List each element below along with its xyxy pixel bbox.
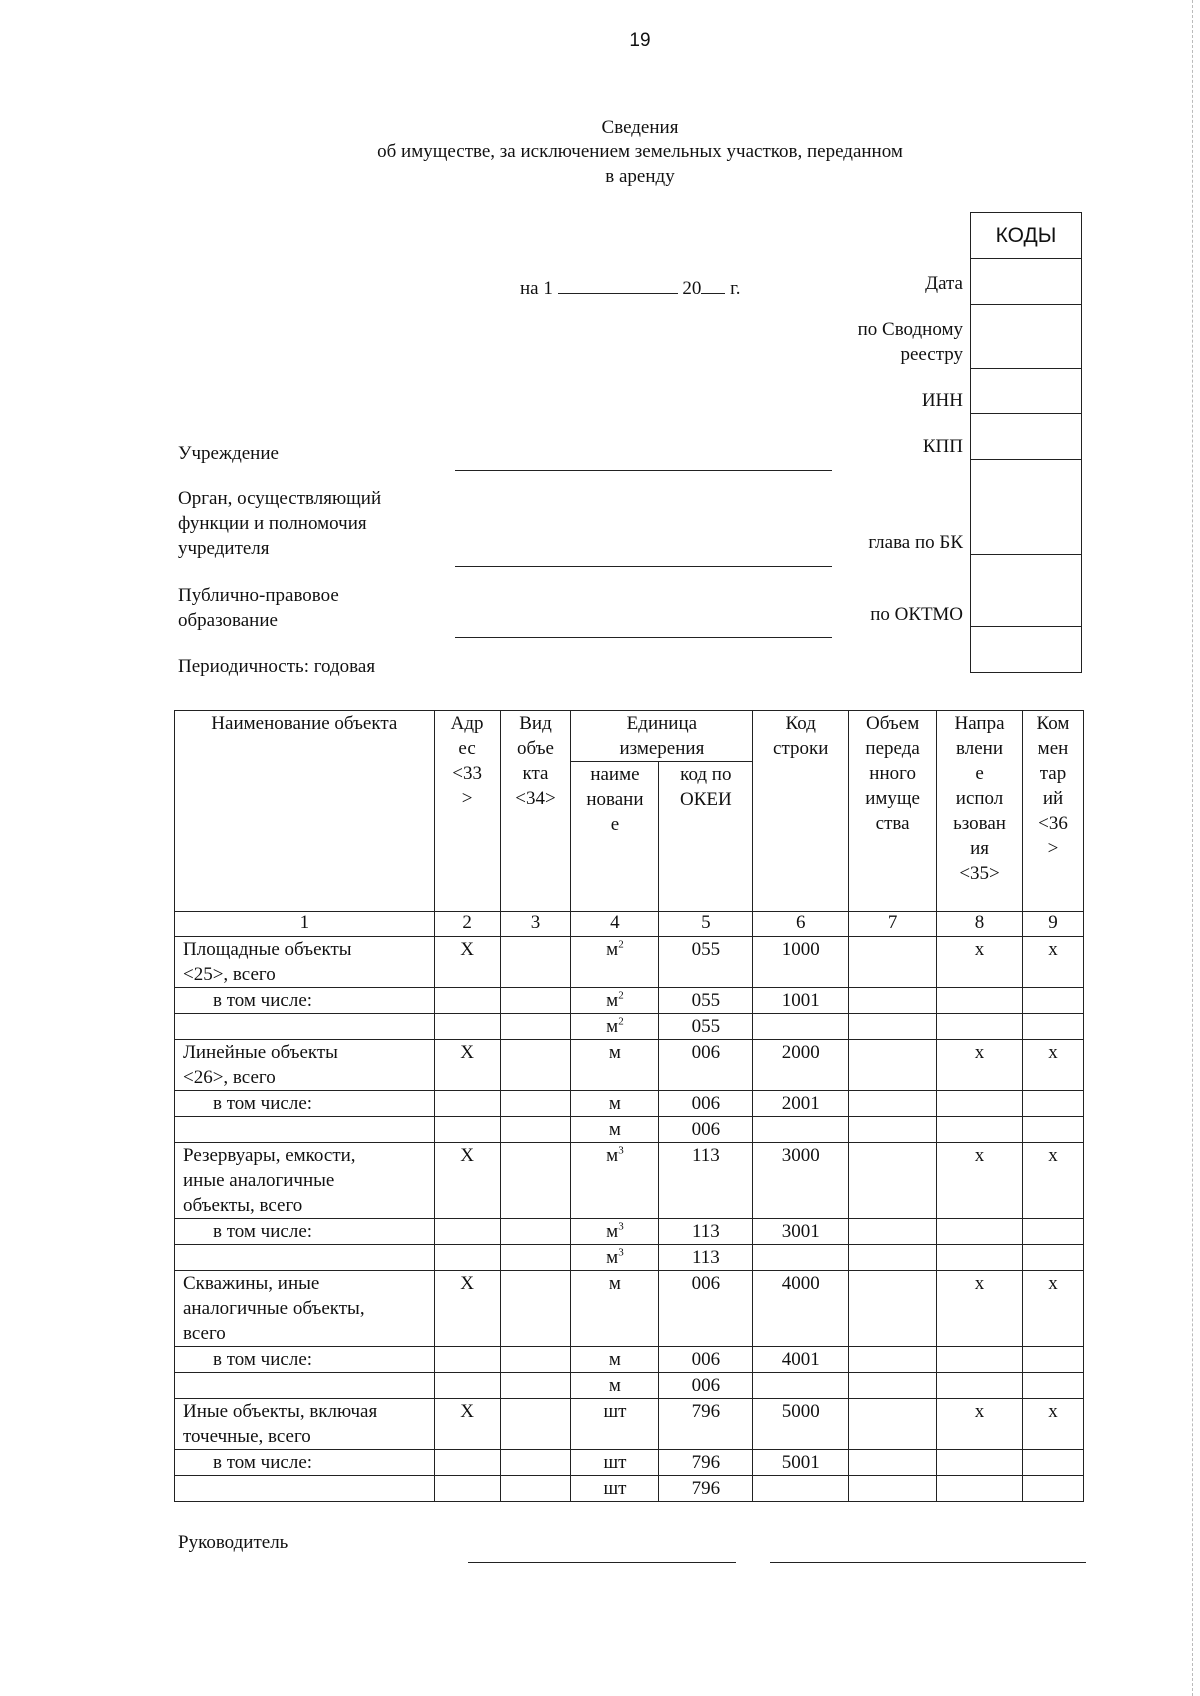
header-unit-name: наиме новани е [571,762,659,912]
cell-name[interactable] [175,1271,435,1347]
cell-name-line: Скважины, иные [183,1273,320,1294]
cell-volume[interactable] [849,1399,937,1450]
unit-text: м [608,1119,621,1140]
cell-okei[interactable]: 113 [659,1143,753,1219]
cell-name-line: Иные объекты, включая [183,1401,378,1422]
cell-name[interactable] [175,1450,435,1476]
cell-name[interactable] [175,1040,435,1091]
cell-direction[interactable] [937,1476,1023,1502]
cell-name[interactable] [175,1399,435,1450]
cell-name-line: Площадные объекты [183,939,352,960]
cell-direction[interactable] [937,1117,1023,1143]
cell-code[interactable] [753,1373,849,1399]
cell-unit[interactable] [571,1399,659,1450]
cell-unit[interactable] [571,1271,659,1347]
unit-text: шт [603,1452,627,1473]
cell-code[interactable]: 4000 [753,1271,849,1347]
cell-type[interactable] [500,1143,571,1219]
cell-name-line: <25>, всего [183,964,276,985]
unit-superscript: 3 [618,1144,624,1157]
table-row [175,1219,1084,1245]
cell-code[interactable] [753,1476,849,1502]
cell-direction[interactable]: х [937,937,1023,988]
cell-okei[interactable]: 796 [659,1399,753,1450]
unit-text: м [606,1247,619,1268]
cell-address[interactable]: Х [434,1040,500,1091]
cell-okei[interactable]: 796 [659,1450,753,1476]
cell-volume[interactable] [849,1476,937,1502]
cell-code[interactable]: 5000 [753,1399,849,1450]
cell-address[interactable] [434,1373,500,1399]
cell-comment[interactable] [1022,1450,1083,1476]
table-row [175,1245,1084,1271]
cell-type[interactable] [500,1117,571,1143]
cell-direction[interactable] [937,1450,1023,1476]
label-founder-line3: учредителя [178,538,270,559]
table-row [175,937,1084,988]
founder-field[interactable] [455,566,832,567]
table-header-row [175,711,1084,762]
cell-code[interactable] [753,1117,849,1143]
header-okei: код по ОКЕИ [659,762,753,912]
cell-name-line: точечные, всего [183,1426,311,1447]
report-date-line [520,275,741,300]
table-row [175,1271,1084,1347]
cell-direction[interactable] [937,988,1023,1014]
header-unit: Единица измерения [571,711,753,762]
unit-text: шт [603,1478,627,1499]
cell-volume[interactable] [849,1347,937,1373]
unit-superscript: 2 [618,938,624,951]
column-number: 7 [849,912,937,937]
unit-text: м [608,1042,621,1063]
unit-text: м [606,1145,619,1166]
column-number: 5 [659,912,753,937]
cell-direction[interactable]: х [937,1143,1023,1219]
table-row [175,988,1084,1014]
cell-comment[interactable]: х [1022,1271,1083,1347]
unit-superscript: 2 [618,989,624,1002]
public-entity-field[interactable] [455,637,832,638]
unit-text: м [606,1221,619,1242]
cell-name-line: Линейные объекты [183,1042,338,1063]
cell-name-line: <26>, всего [183,1067,276,1088]
codes-box [970,212,1082,673]
code-cell-oktmo[interactable] [971,555,1081,627]
label-founder-line1: Орган, осуществляющий [178,488,382,509]
unit-text: м [606,1016,619,1037]
cell-address[interactable] [434,1014,500,1040]
label-date: Дата [925,273,963,294]
unit-superscript: 3 [618,1220,624,1233]
cell-name[interactable] [175,1091,435,1117]
cell-unit[interactable] [571,937,659,988]
column-number: 9 [1022,912,1083,937]
form-subtitle-line1: об имуществе, за исключением земельных участков, переданном [377,141,903,162]
unit-text: м [606,939,619,960]
table-row [175,1014,1084,1040]
page-number: 19 [629,30,651,51]
label-kpp: КПП [922,436,963,457]
cell-direction[interactable] [937,1091,1023,1117]
scan-edge-line [1192,0,1193,1696]
table-row [175,1450,1084,1476]
cell-okei[interactable]: 113 [659,1219,753,1245]
cell-name-line: иные аналогичные [183,1170,335,1191]
cell-okei[interactable]: 055 [659,937,753,988]
code-cell-date[interactable] [971,259,1081,305]
cell-type[interactable] [500,1476,571,1502]
cell-unit[interactable] [571,1091,659,1117]
cell-name[interactable] [175,1117,435,1143]
cell-name[interactable] [175,1347,435,1373]
unit-text: м [606,990,619,1011]
cell-address[interactable]: Х [434,937,500,988]
unit-text: м [608,1349,621,1370]
cell-okei[interactable]: 055 [659,1014,753,1040]
header-line-code: Код строки [753,711,849,912]
cell-direction[interactable] [937,1373,1023,1399]
cell-okei[interactable]: 006 [659,1040,753,1091]
header-address: Адр ес <33 > [434,711,500,912]
cell-volume[interactable] [849,1091,937,1117]
cell-comment[interactable] [1022,1014,1083,1040]
cell-code[interactable]: 4001 [753,1347,849,1373]
institution-field[interactable] [455,470,832,471]
cell-volume[interactable] [849,1219,937,1245]
cell-type[interactable] [500,1091,571,1117]
cell-okei[interactable]: 006 [659,1117,753,1143]
form-subtitle-line2: в аренду [605,166,675,187]
cell-name[interactable] [175,1219,435,1245]
cell-name-line: в том числе: [213,1093,313,1114]
cell-volume[interactable] [849,937,937,988]
cell-direction[interactable] [937,1219,1023,1245]
header-type: Вид объе кта <34> [500,711,571,912]
cell-address[interactable] [434,1219,500,1245]
cell-type[interactable] [500,1373,571,1399]
cell-unit[interactable] [571,1476,659,1502]
cell-volume[interactable] [849,1117,937,1143]
table-row [175,1091,1084,1117]
cell-name-line: в том числе: [213,1349,313,1370]
cell-comment[interactable] [1022,1091,1083,1117]
cell-direction[interactable] [937,1245,1023,1271]
cell-direction[interactable]: х [937,1271,1023,1347]
cell-name[interactable] [175,937,435,988]
label-periodicity: Периодичность: годовая [178,656,376,677]
cell-code[interactable]: 1000 [753,937,849,988]
table-row [175,1117,1084,1143]
label-registry-line1: по Сводному [857,319,963,340]
cell-address[interactable]: Х [434,1271,500,1347]
cell-unit[interactable] [571,1219,659,1245]
cell-direction[interactable] [937,1347,1023,1373]
label-founder-line2: функции и полномочия [178,513,367,534]
cell-comment[interactable] [1022,988,1083,1014]
column-number: 1 [175,912,435,937]
label-registry-line2: реестру [900,344,963,365]
table-row [175,1347,1084,1373]
cell-okei[interactable]: 055 [659,988,753,1014]
cell-type[interactable] [500,1271,571,1347]
cell-direction[interactable] [937,1014,1023,1040]
cell-volume[interactable] [849,1245,937,1271]
label-oktmo: по ОКТМО [870,604,963,625]
table-row [175,1040,1084,1091]
unit-text: м [608,1273,621,1294]
date-prefix: на 1 [520,278,553,299]
cell-comment[interactable] [1022,1245,1083,1271]
cell-name[interactable] [175,1245,435,1271]
table-row [175,1143,1084,1219]
column-number: 8 [937,912,1023,937]
cell-address[interactable]: Х [434,1143,500,1219]
cell-type[interactable] [500,1399,571,1450]
date-year-field[interactable] [701,275,725,294]
header-volume: Объем переда нного имуще ства [849,711,937,912]
code-cell-inn[interactable] [971,369,1081,414]
cell-volume[interactable] [849,1450,937,1476]
cell-name-line: в том числе: [213,1452,313,1473]
cell-name[interactable] [175,988,435,1014]
unit-text: м [608,1375,621,1396]
cell-type[interactable] [500,1014,571,1040]
table-body [175,937,1084,1502]
cell-code[interactable] [753,1014,849,1040]
table-row [175,1373,1084,1399]
cell-okei[interactable]: 006 [659,1091,753,1117]
unit-text: шт [603,1401,627,1422]
label-institution: Учреждение [178,443,279,464]
cell-comment[interactable] [1022,1476,1083,1502]
cell-address[interactable] [434,988,500,1014]
header-direction: Напра влени е испол ьзован ия <35> [937,711,1023,912]
table-row [175,1399,1084,1450]
column-number: 6 [753,912,849,937]
cell-direction[interactable]: х [937,1040,1023,1091]
cell-address[interactable] [434,1091,500,1117]
cell-address[interactable] [434,1117,500,1143]
column-number-row [175,912,1084,937]
cell-code[interactable]: 3000 [753,1143,849,1219]
cell-name[interactable] [175,1014,435,1040]
cell-volume[interactable] [849,1373,937,1399]
cell-type[interactable] [500,1347,571,1373]
unit-text: м [608,1093,621,1114]
cell-name[interactable] [175,1476,435,1502]
cell-address[interactable] [434,1476,500,1502]
cell-address[interactable] [434,1450,500,1476]
cell-comment[interactable]: х [1022,937,1083,988]
cell-address[interactable]: Х [434,1399,500,1450]
code-cell-kpp[interactable] [971,414,1081,460]
cell-name-line: аналогичные объекты, [183,1298,365,1319]
cell-comment[interactable] [1022,1117,1083,1143]
cell-address[interactable] [434,1347,500,1373]
cell-okei[interactable]: 006 [659,1271,753,1347]
label-inn: ИНН [921,390,963,411]
cell-unit[interactable] [571,1117,659,1143]
header-comment: Ком мен тар ий <36 > [1022,711,1083,912]
cell-unit[interactable] [571,1450,659,1476]
cell-name[interactable] [175,1143,435,1219]
unit-superscript: 2 [618,1015,624,1028]
cell-comment[interactable] [1022,1373,1083,1399]
label-public-line1: Публично-правовое [178,585,339,606]
cell-name[interactable] [175,1373,435,1399]
cell-okei[interactable]: 113 [659,1245,753,1271]
cell-code[interactable]: 2000 [753,1040,849,1091]
property-table [174,710,1084,1502]
cell-comment[interactable] [1022,1347,1083,1373]
cell-volume[interactable] [849,1040,937,1091]
cell-name-line: объекты, всего [183,1195,303,1216]
cell-code[interactable] [753,1245,849,1271]
cell-code[interactable]: 5001 [753,1450,849,1476]
cell-type[interactable] [500,1245,571,1271]
cell-direction[interactable]: х [937,1399,1023,1450]
cell-okei[interactable]: 006 [659,1347,753,1373]
date-day-month-field[interactable] [558,275,678,294]
cell-volume[interactable] [849,1014,937,1040]
cell-comment[interactable]: х [1022,1143,1083,1219]
codes-header: КОДЫ [971,213,1081,259]
table-row [175,1476,1084,1502]
head-signature-field[interactable] [468,1562,736,1563]
cell-unit[interactable] [571,1040,659,1091]
cell-unit[interactable] [571,988,659,1014]
cell-volume[interactable] [849,988,937,1014]
cell-code[interactable]: 2001 [753,1091,849,1117]
cell-unit[interactable] [571,1347,659,1373]
cell-name-line: в том числе: [213,990,313,1011]
cell-volume[interactable] [849,1271,937,1347]
cell-address[interactable] [434,1245,500,1271]
cell-type[interactable] [500,988,571,1014]
cell-type[interactable] [500,1219,571,1245]
cell-unit[interactable] [571,1143,659,1219]
date-suffix: г. [730,278,741,299]
cell-type[interactable] [500,1040,571,1091]
column-number: 3 [500,912,571,937]
code-cell-bk[interactable] [971,460,1081,555]
head-name-field[interactable] [770,1562,1086,1563]
cell-unit[interactable] [571,1245,659,1271]
cell-volume[interactable] [849,1143,937,1219]
cell-name-line: в том числе: [213,1221,313,1242]
code-cell-empty[interactable] [971,627,1081,672]
form-title: Сведения [601,117,679,138]
cell-comment[interactable] [1022,1219,1083,1245]
cell-comment[interactable]: х [1022,1399,1083,1450]
cell-okei[interactable]: 006 [659,1373,753,1399]
header-name: Наименование объекта [175,711,435,912]
cell-comment[interactable]: х [1022,1040,1083,1091]
cell-name-line: всего [183,1323,226,1344]
cell-code[interactable]: 1001 [753,988,849,1014]
label-bk: глава по БК [868,532,963,553]
unit-superscript: 3 [618,1246,624,1259]
column-number: 4 [571,912,659,937]
cell-okei[interactable]: 796 [659,1476,753,1502]
column-number: 2 [434,912,500,937]
cell-type[interactable] [500,1450,571,1476]
cell-unit[interactable] [571,1373,659,1399]
date-year-prefix: 20 [682,278,702,299]
label-head: Руководитель [178,1532,289,1553]
label-public-line2: образование [178,610,278,631]
cell-name-line: Резервуары, емкости, [183,1145,356,1166]
cell-type[interactable] [500,937,571,988]
cell-code[interactable]: 3001 [753,1219,849,1245]
code-cell-registry[interactable] [971,305,1081,369]
cell-unit[interactable] [571,1014,659,1040]
